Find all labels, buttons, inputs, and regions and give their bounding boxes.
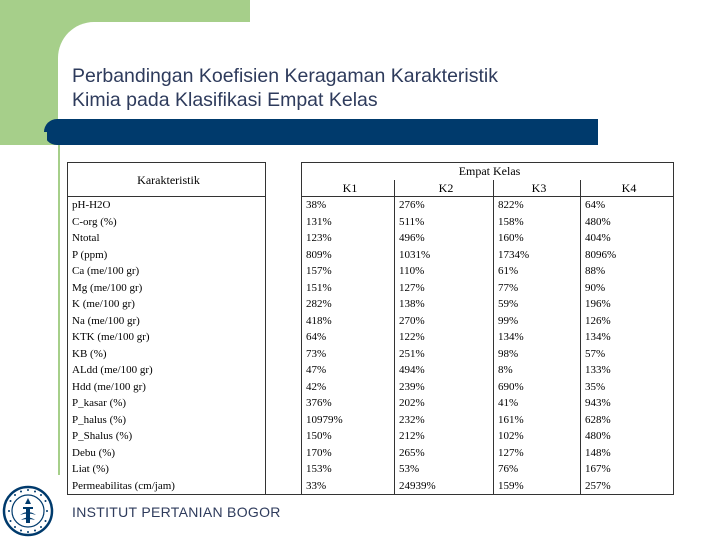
cell-k3: 41% (494, 395, 581, 412)
row-gap (266, 428, 302, 445)
row-label: pH-H2O (68, 197, 266, 214)
cell-k2: 251% (395, 346, 494, 363)
row-gap (266, 395, 302, 412)
table-row (68, 395, 674, 412)
cell-k1: 418% (302, 313, 395, 330)
cell-k2: 212% (395, 428, 494, 445)
table-row (68, 214, 674, 231)
data-table (67, 162, 674, 495)
cell-k4: 90% (581, 280, 674, 297)
cell-k3: 134% (494, 329, 581, 346)
row-gap (266, 230, 302, 247)
cell-k4: 88% (581, 263, 674, 280)
cell-k2: 232% (395, 412, 494, 429)
slide-title-line-2: Kimia pada Klasifikasi Empat Kelas (72, 89, 378, 111)
cell-k4: 257% (581, 478, 674, 495)
cell-k3: 158% (494, 214, 581, 231)
table-row (68, 412, 674, 429)
cell-k3: 77% (494, 280, 581, 297)
cell-k2: 127% (395, 280, 494, 297)
cell-k1: 10979% (302, 412, 395, 429)
table-row (68, 445, 674, 462)
cell-k4: 57% (581, 346, 674, 363)
cell-k3: 102% (494, 428, 581, 445)
row-label: Permeabilitas (cm/jam) (68, 478, 266, 495)
row-label: Debu (%) (68, 445, 266, 462)
row-label: P (ppm) (68, 247, 266, 264)
title-underline-bar (44, 119, 598, 145)
row-label: C-org (%) (68, 214, 266, 231)
table-row (68, 197, 674, 214)
cell-k4: 480% (581, 428, 674, 445)
cell-k1: 47% (302, 362, 395, 379)
cell-k1: 151% (302, 280, 395, 297)
cell-k1: 64% (302, 329, 395, 346)
row-gap (266, 296, 302, 313)
cell-k1: 282% (302, 296, 395, 313)
cell-k1: 38% (302, 197, 395, 214)
cell-k2: 53% (395, 461, 494, 478)
row-gap (266, 313, 302, 330)
row-gap (266, 379, 302, 396)
table-row (68, 247, 674, 264)
row-gap (266, 362, 302, 379)
row-label: Mg (me/100 gr) (68, 280, 266, 297)
row-label: KTK (me/100 gr) (68, 329, 266, 346)
row-gap (266, 445, 302, 462)
table-row (68, 263, 674, 280)
row-label: P_kasar (%) (68, 395, 266, 412)
table-body (68, 197, 674, 495)
row-label: P_Shalus (%) (68, 428, 266, 445)
cell-k2: 138% (395, 296, 494, 313)
slide-title-line-1: Perbandingan Koefisien Keragaman Karakteristik (72, 65, 499, 87)
cell-k4: 126% (581, 313, 674, 330)
cell-k1: 809% (302, 247, 395, 264)
cell-k3: 98% (494, 346, 581, 363)
row-gap (266, 263, 302, 280)
cell-k2: 496% (395, 230, 494, 247)
cell-k2: 239% (395, 379, 494, 396)
cell-k3: 161% (494, 412, 581, 429)
cell-k1: 157% (302, 263, 395, 280)
row-gap (266, 214, 302, 231)
row-label: Ntotal (68, 230, 266, 247)
cell-k1: 170% (302, 445, 395, 462)
decorative-green-line (58, 145, 60, 475)
cell-k1: 150% (302, 428, 395, 445)
table-row (68, 329, 674, 346)
cell-k3: 99% (494, 313, 581, 330)
header-k2: K2 (395, 180, 494, 197)
header-k4: K4 (581, 180, 674, 197)
cell-k4: 628% (581, 412, 674, 429)
cell-k3: 1734% (494, 247, 581, 264)
table-row (68, 296, 674, 313)
row-gap (266, 412, 302, 429)
row-label: Hdd (me/100 gr) (68, 379, 266, 396)
header-k1: K1 (302, 180, 395, 197)
row-label: K (me/100 gr) (68, 296, 266, 313)
cell-k1: 73% (302, 346, 395, 363)
cell-k3: 159% (494, 478, 581, 495)
header-karakteristik: Karakteristik (68, 163, 266, 197)
table-row (68, 280, 674, 297)
table-row (68, 230, 674, 247)
cell-k2: 1031% (395, 247, 494, 264)
row-gap (266, 329, 302, 346)
cell-k4: 35% (581, 379, 674, 396)
table-row (68, 478, 674, 495)
cell-k1: 153% (302, 461, 395, 478)
cell-k1: 376% (302, 395, 395, 412)
cell-k3: 59% (494, 296, 581, 313)
row-label: ALdd (me/100 gr) (68, 362, 266, 379)
cell-k3: 8% (494, 362, 581, 379)
institution-name: INSTITUT PERTANIAN BOGOR (72, 504, 281, 520)
cell-k4: 8096% (581, 247, 674, 264)
row-label: KB (%) (68, 346, 266, 363)
cell-k2: 265% (395, 445, 494, 462)
cell-k3: 127% (494, 445, 581, 462)
cell-k2: 110% (395, 263, 494, 280)
cell-k1: 33% (302, 478, 395, 495)
cell-k3: 822% (494, 197, 581, 214)
ipb-logo-icon (2, 485, 54, 537)
cell-k4: 134% (581, 329, 674, 346)
decorative-green-accent (31, 132, 47, 145)
table-header-row-1 (68, 163, 674, 180)
cell-k2: 270% (395, 313, 494, 330)
row-gap (266, 478, 302, 495)
header-gap (266, 163, 302, 197)
table-row (68, 379, 674, 396)
cell-k3: 76% (494, 461, 581, 478)
cell-k2: 511% (395, 214, 494, 231)
header-k3: K3 (494, 180, 581, 197)
table-row (68, 346, 674, 363)
cell-k4: 133% (581, 362, 674, 379)
cell-k2: 202% (395, 395, 494, 412)
table-row (68, 428, 674, 445)
cell-k2: 122% (395, 329, 494, 346)
cell-k1: 42% (302, 379, 395, 396)
row-label: Na (me/100 gr) (68, 313, 266, 330)
table-row (68, 313, 674, 330)
cell-k4: 64% (581, 197, 674, 214)
cell-k4: 148% (581, 445, 674, 462)
slide-title (72, 64, 672, 112)
cell-k4: 404% (581, 230, 674, 247)
row-gap (266, 280, 302, 297)
cell-k1: 123% (302, 230, 395, 247)
cell-k4: 480% (581, 214, 674, 231)
cell-k2: 276% (395, 197, 494, 214)
row-label: P_halus (%) (68, 412, 266, 429)
cell-k2: 24939% (395, 478, 494, 495)
row-label: Liat (%) (68, 461, 266, 478)
cell-k4: 196% (581, 296, 674, 313)
cell-k3: 61% (494, 263, 581, 280)
row-label: Ca (me/100 gr) (68, 263, 266, 280)
cell-k1: 131% (302, 214, 395, 231)
table-row (68, 461, 674, 478)
cell-k4: 943% (581, 395, 674, 412)
table-row (68, 362, 674, 379)
cell-k2: 494% (395, 362, 494, 379)
cell-k4: 167% (581, 461, 674, 478)
cell-k3: 160% (494, 230, 581, 247)
cell-k3: 690% (494, 379, 581, 396)
header-empat-kelas: Empat Kelas (302, 163, 674, 180)
row-gap (266, 197, 302, 214)
row-gap (266, 247, 302, 264)
row-gap (266, 346, 302, 363)
row-gap (266, 461, 302, 478)
